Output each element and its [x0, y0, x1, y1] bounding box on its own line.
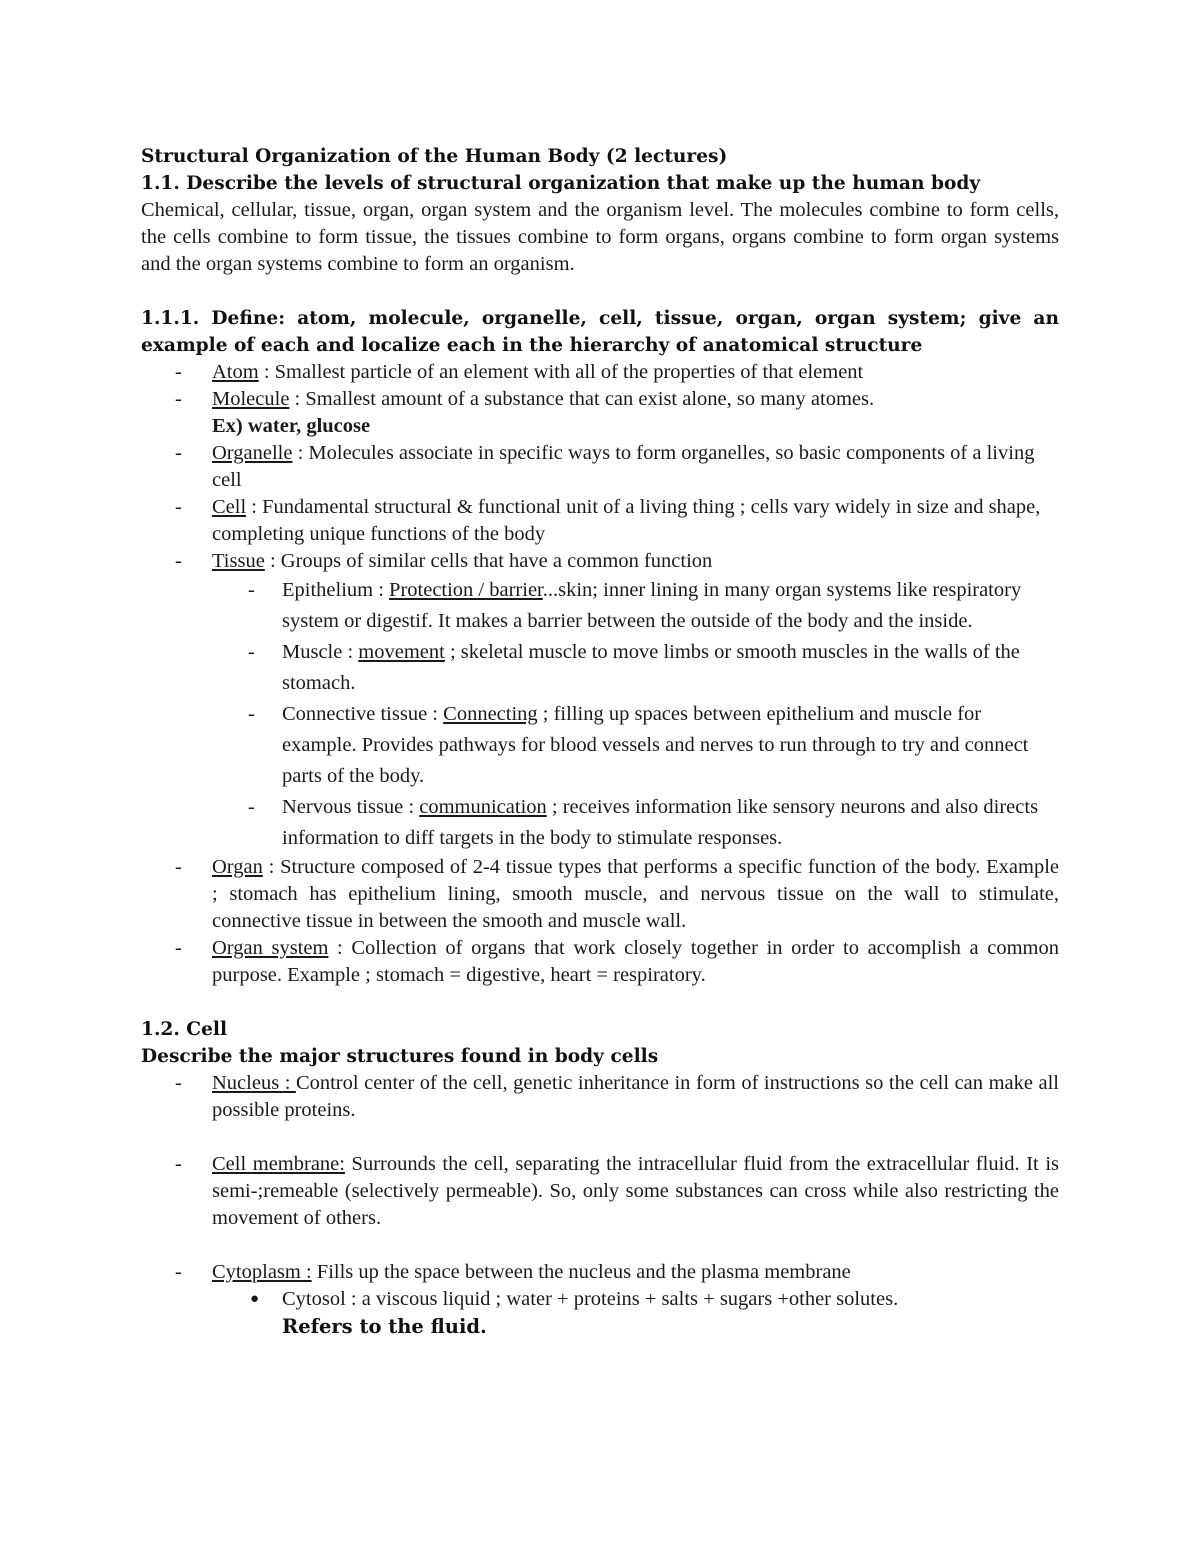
tissue-sub-item-connective	[141, 699, 1059, 792]
term-organelle: Organelle	[212, 442, 293, 464]
dash-marker: -	[175, 1072, 182, 1094]
sub-item-text: ; skeletal muscle to move limbs or smooth muscles in the walls of the stomach.	[282, 641, 1020, 694]
definition-cytoplasm: Fills up the space between the nucleus and the plasma membrane	[311, 1261, 851, 1283]
sub-item-label: Connective tissue :	[282, 703, 444, 725]
dash-marker: -	[175, 496, 182, 518]
definition-cell-membrane: Surrounds the cell, separating the intracellular fluid from the extracellular fluid. It is semi-;remeable (selectively permeable). So, only some substances can cross while also restricting the movement of others.	[212, 1153, 1060, 1229]
cytosol-text: Cytosol : a viscous liquid ; water + proteins + salts + sugars +other solutes.	[282, 1288, 899, 1310]
dash-marker: -	[248, 641, 255, 663]
cytosol-note: Refers to the fluid.	[282, 1315, 487, 1338]
section-1-2-subheading: Describe the major structures found in body cells	[141, 1046, 659, 1067]
dash-marker: -	[248, 703, 255, 725]
list-item-organ	[141, 854, 1059, 935]
dash-marker: -	[175, 361, 182, 383]
term-organ: Organ	[212, 856, 263, 878]
list-item-atom	[141, 359, 1059, 386]
sub-item-label: Nervous tissue :	[282, 796, 420, 818]
page-title: Structural Organization of the Human Body (2 lectures)	[141, 146, 728, 167]
dash-marker: -	[175, 550, 182, 572]
definition-molecule: : Smallest amount of a substance that can exist alone, so many atomes.	[289, 388, 875, 410]
sub-item-term: Connecting	[443, 703, 538, 725]
sub-item-label: Epithelium :	[282, 579, 390, 601]
definition-organelle: : Molecules associate in specific ways to form organelles, so basic components of a living cell	[212, 442, 1035, 491]
definition-organ-system: : Collection of organs that work closely together in order to accomplish a common purpose. Example ; stomach = digestive, heart = respiratory.	[212, 937, 1060, 986]
dash-marker: -	[175, 937, 182, 959]
dash-marker: -	[175, 1261, 182, 1283]
term-cell-membrane: Cell membrane:	[212, 1153, 345, 1175]
definition-organ: : Structure composed of 2-4 tissue types that performs a specific function of the body. Example ; stomach has epithelium lining, smooth muscle, and nervous tissue on the wall to stimulate, connective tissue in between the smooth and muscle wall.	[212, 856, 1059, 932]
bullet-item-cytosol	[141, 1286, 1059, 1313]
section-1-2-heading: 1.2. Cell	[141, 1019, 228, 1040]
tissue-sub-item-nervous	[141, 792, 1059, 854]
list-item-nucleus	[141, 1070, 1059, 1124]
term-tissue: Tissue	[212, 550, 265, 572]
dash-marker: -	[175, 388, 182, 410]
term-nucleus: Nucleus :	[212, 1072, 296, 1094]
dash-marker: -	[248, 796, 255, 818]
sub-item-term: movement	[358, 641, 445, 663]
definition-tissue: : Groups of similar cells that have a common function	[264, 550, 713, 572]
document-page	[141, 143, 1059, 1340]
sub-item-text: ; receives information like sensory neurons and also directs information to diff targets in the body to stimulate responses.	[282, 796, 1039, 849]
list-item-cytoplasm	[141, 1259, 1059, 1286]
sub-item-text: ...skin; inner lining in many organ systems like respiratory system or digestif. It makes a barrier between the outside of the body and the inside.	[282, 579, 1022, 632]
definition-nucleus: Control center of the cell, genetic inheritance in form of instructions so the cell can make all possible proteins.	[212, 1072, 1059, 1121]
term-cytoplasm: Cytoplasm :	[212, 1261, 312, 1283]
term-organ-system: Organ system	[212, 937, 329, 959]
term-atom: Atom	[212, 361, 259, 383]
list-item-organ-system	[141, 935, 1059, 989]
sub-item-label: Muscle :	[282, 641, 359, 663]
definition-atom: : Smallest particle of an element with all of the properties of that element	[258, 361, 864, 383]
sub-item-term: Protection / barrier	[389, 579, 543, 601]
dash-marker: -	[248, 579, 255, 601]
list-item-organelle	[141, 440, 1059, 494]
molecule-example: Ex) water, glucose	[212, 415, 371, 437]
section-1-1-heading: 1.1. Describe the levels of structural organization that make up the human body	[141, 173, 981, 194]
list-item-tissue	[141, 548, 1059, 575]
term-molecule: Molecule	[212, 388, 290, 410]
dash-marker: -	[175, 442, 182, 464]
definition-cell: : Fundamental structural & functional unit of a living thing ; cells vary widely in size and shape, completing unique functions of the body	[212, 496, 1041, 545]
sub-item-text: ; filling up spaces between epithelium and muscle for example. Provides pathways for blood vessels and nerves to run through to try and connect parts of the body.	[282, 703, 1029, 787]
term-cell: Cell	[212, 496, 247, 518]
tissue-sub-item-muscle	[141, 637, 1059, 699]
section-1-1-1-heading: 1.1.1. Define: atom, molecule, organelle, cell, tissue, organ, organ system; give an example of each and localize each in the hierarchy of anatomical structure	[141, 308, 1059, 356]
list-item-molecule	[141, 386, 1059, 413]
list-item-cell	[141, 494, 1059, 548]
sub-item-term: communication	[419, 796, 547, 818]
dash-marker: -	[175, 856, 182, 878]
list-item-cell-membrane	[141, 1151, 1059, 1232]
section-1-1-body: Chemical, cellular, tissue, organ, organ system and the organism level. The molecules combine to form cells, the cells combine to form tissue, the tissues combine to form organs, organs combine to form organ systems and the organ systems combine to form an organism.	[141, 199, 1059, 275]
dash-marker: -	[175, 1153, 182, 1175]
tissue-sub-item-epithelium	[141, 575, 1059, 637]
bullet-icon: ●	[250, 1291, 260, 1307]
